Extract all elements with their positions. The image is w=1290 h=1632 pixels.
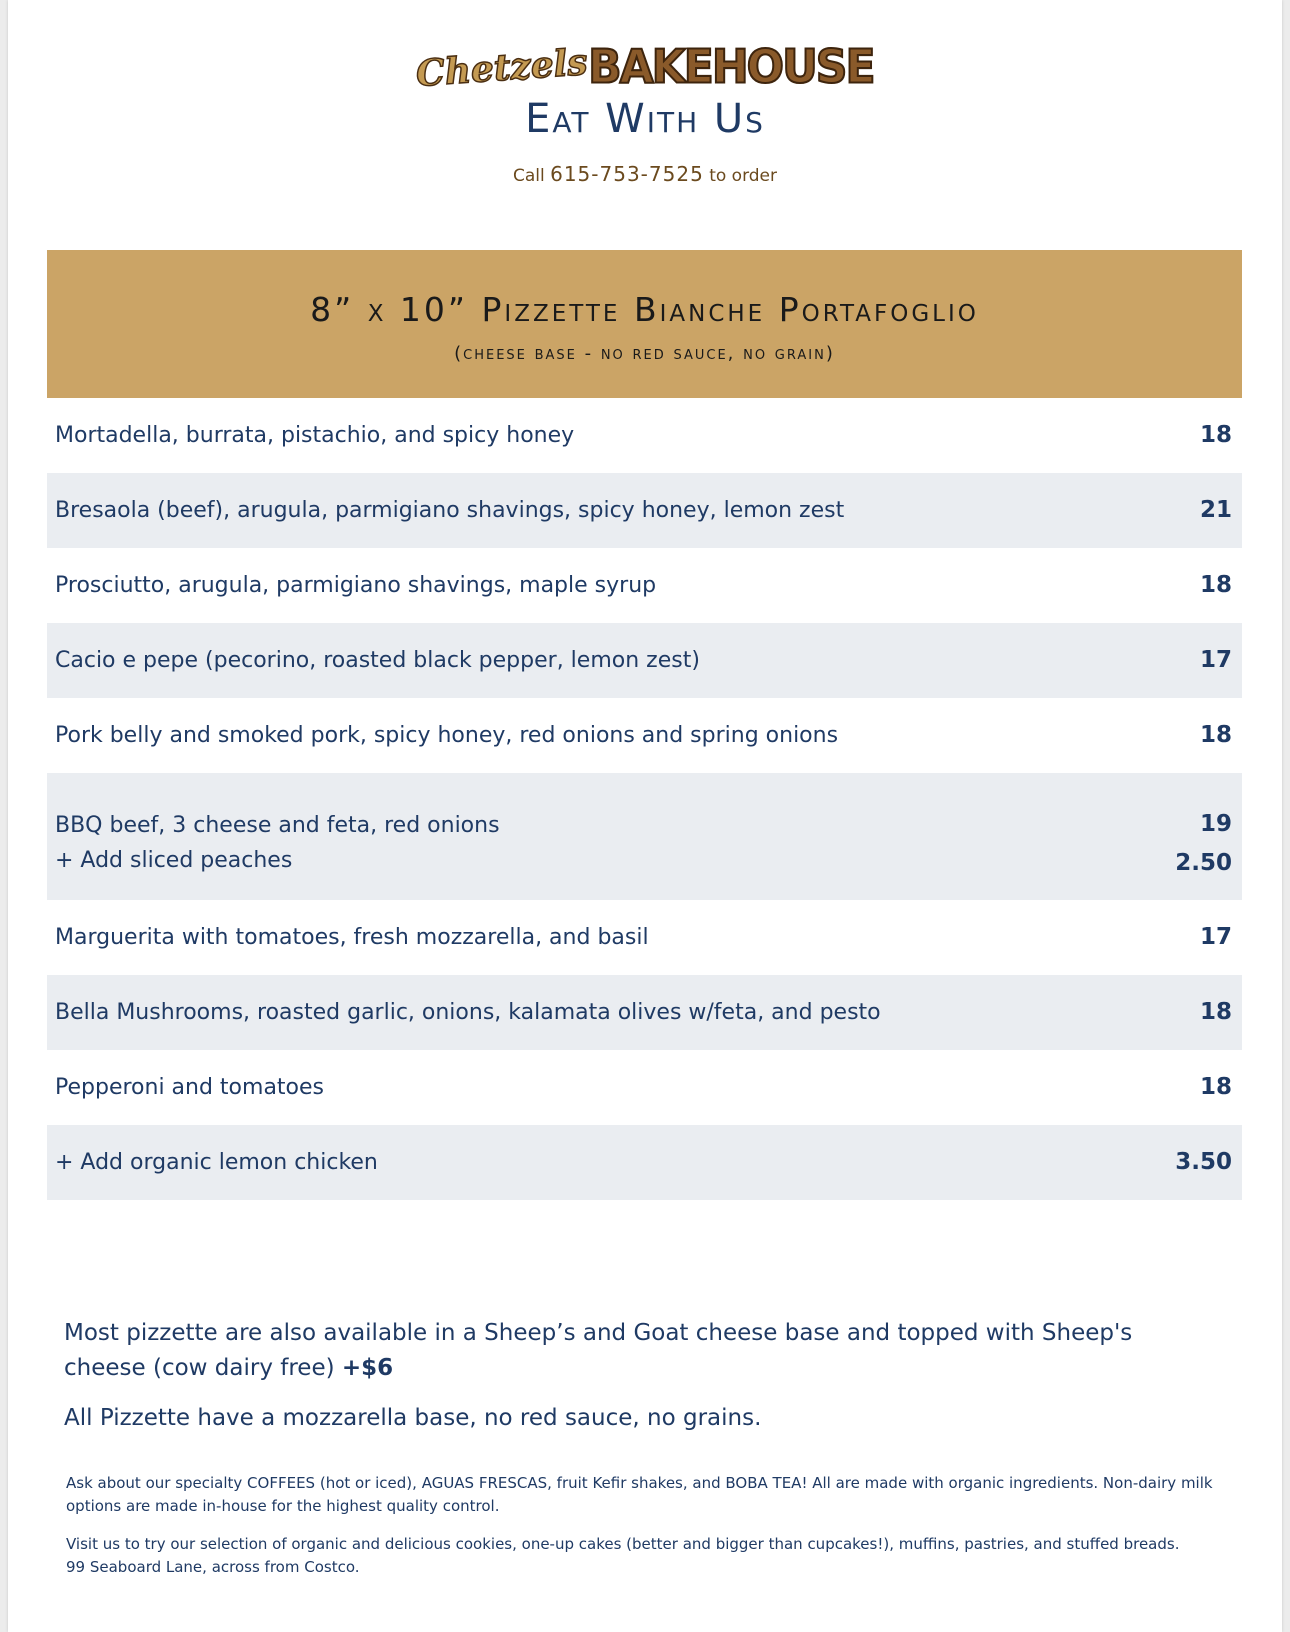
menu-item [47,975,1242,1050]
call-to-order [8,162,1282,186]
call-prefix: Call [512,166,551,186]
mozzarella-note: All Pizzette have a mozzarella base, no red sauce, no grains. [64,1405,762,1431]
menu-item-name: Pepperoni and tomatoes [55,1075,325,1100]
call-suffix: to order [703,166,778,186]
phone-number[interactable]: 615-753-7525 [550,162,704,186]
menu-item-addon-price: 2.50 [1175,850,1232,876]
menu-item-price: 17 [1199,924,1232,950]
menu-item [47,900,1242,975]
menu-item [47,548,1242,623]
sheep-cheese-note [64,1316,1214,1386]
menu-item-name: Pork belly and smoked pork, spicy honey, red onions and spring onions [55,723,839,748]
menu-item-price: 18 [1199,999,1232,1025]
logo-script-text: Chetzels [415,40,590,95]
menu-list [47,398,1242,1200]
section-subtitle: (cheese base - no red sauce, no grain) [454,343,835,364]
menu-item-name: + Add organic lemon chicken [55,1150,378,1175]
sheep-cheese-text: Most pizzette are also available in a Sheep’s and Goat cheese base and topped with Sheep's cheese (cow dairy free) [64,1320,1133,1381]
menu-item-name: Mortadella, burrata, pistachio, and spicy honey [55,423,575,448]
visit-text: Visit us to try our selection of organic and delicious cookies, one-up cakes (better and bigger than cupcakes!), muffins, pastries, and stuffed breads. [66,1535,1180,1553]
menu-item-name: Prosciutto, arugula, parmigiano shavings, maple syrup [55,573,657,598]
section-title: 8” x 10” Pizzette Bianche Portafoglio [310,290,979,329]
bakehouse-logo [8,42,1282,93]
menu-item-price: 17 [1199,647,1232,673]
menu-item-price: 18 [1199,1074,1232,1100]
page-title: Eat With Us [525,96,765,142]
logo-block-text: BAKEHOUSE [588,40,874,95]
section-banner [47,250,1242,398]
menu-item-price: 19 [1199,811,1232,837]
menu-item-name: Marguerita with tomatoes, fresh mozzarella, and basil [55,925,649,950]
menu-page [8,0,1282,1632]
menu-item [47,698,1242,773]
menu-item-price: 3.50 [1175,1149,1232,1175]
menu-item-name: Bresaola (beef), arugula, parmigiano shavings, spicy honey, lemon zest [55,498,845,523]
sheep-cheese-price: +$6 [341,1355,394,1381]
menu-item-name: Cacio e pepe (pecorino, roasted black pepper, lemon zest) [55,648,700,673]
menu-item-addon: + Add sliced peaches [55,848,293,873]
menu-item [47,623,1242,698]
menu-item [47,1050,1242,1125]
menu-item [47,398,1242,473]
menu-item-price: 18 [1199,572,1232,598]
menu-item-name: Bella Mushrooms, roasted garlic, onions, kalamata olives w/feta, and pesto [55,1000,881,1025]
menu-addon-item [47,1125,1242,1200]
menu-item-price: 21 [1199,497,1232,523]
menu-item-price: 18 [1199,722,1232,748]
specialty-drinks-note: Ask about our specialty COFFEES (hot or iced), AGUAS FRESCAS, fruit Kefir shakes, and BOBA TEA! All are made with organic ingredients. Non-dairy milk options are made in-house for the highest quality control. [66,1474,1213,1515]
address-text: 99 Seaboard Lane, across from Costco. [66,1558,360,1576]
visit-note [66,1533,1216,1579]
menu-item [47,473,1242,548]
menu-item-with-addon [47,773,1242,900]
menu-item-price: 18 [1199,422,1232,448]
menu-item-name: BBQ beef, 3 cheese and feta, red onions [55,813,500,838]
